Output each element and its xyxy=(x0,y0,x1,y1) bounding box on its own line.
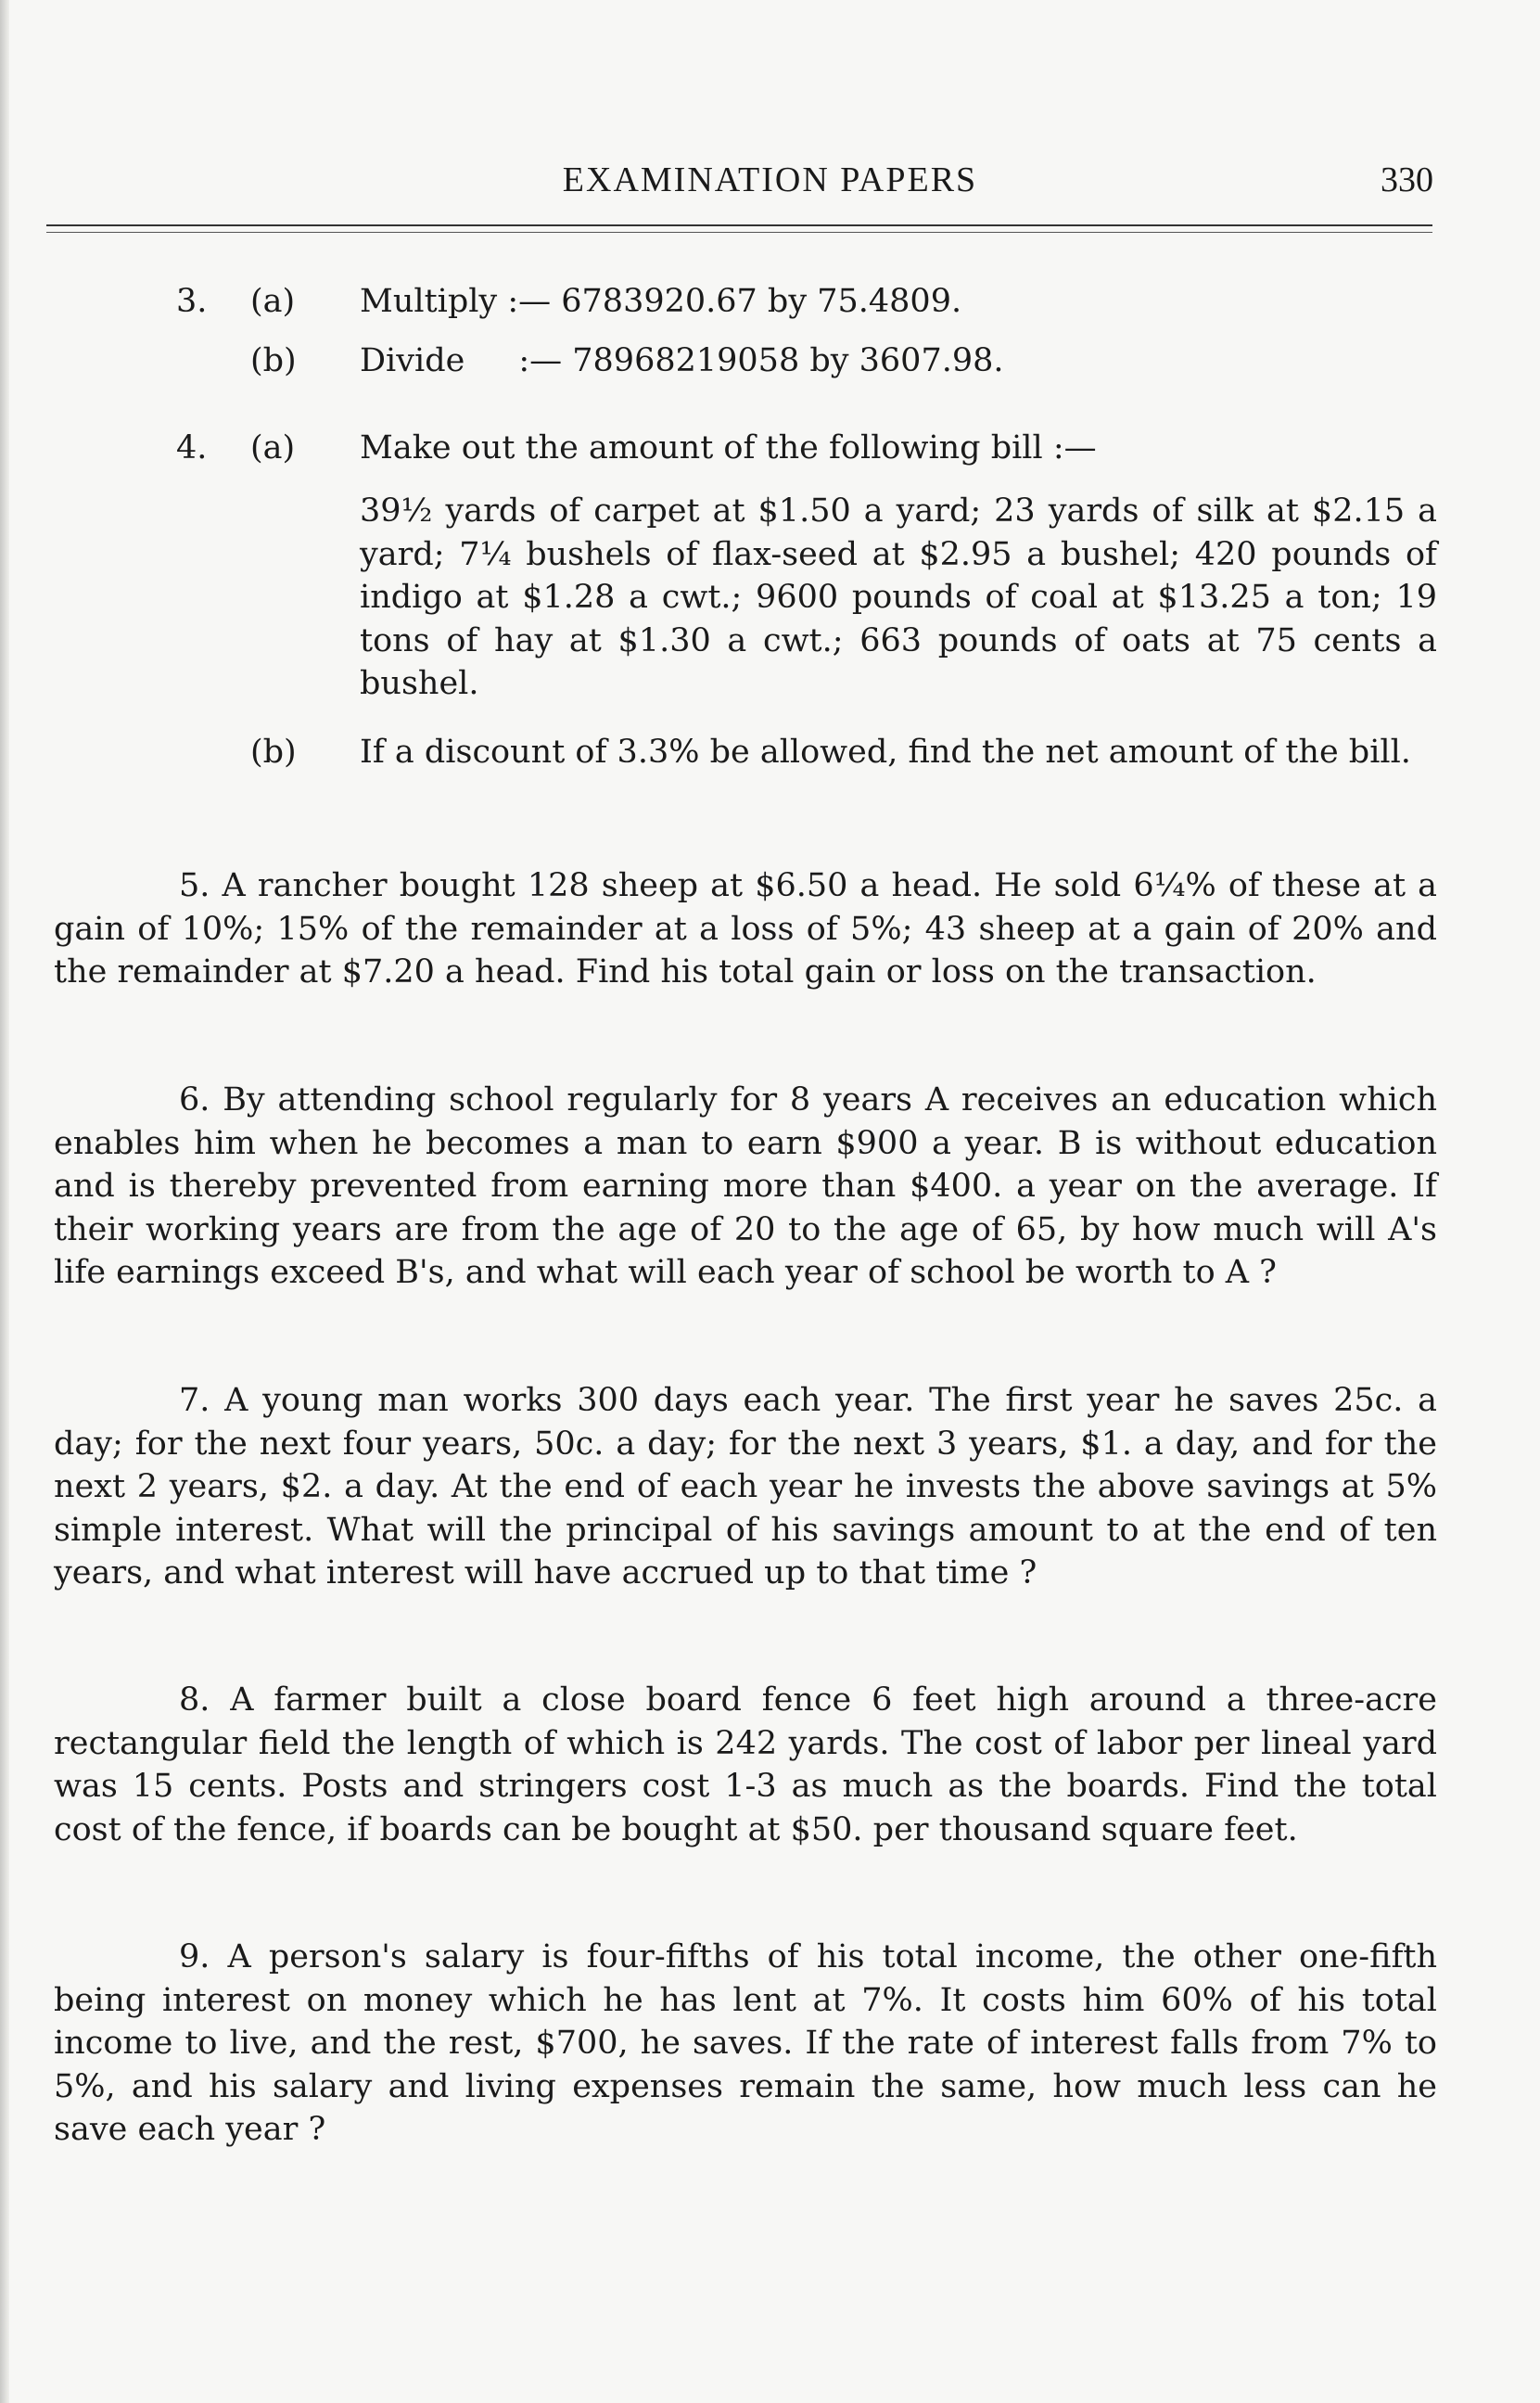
question-3a-content xyxy=(360,280,1437,324)
page-number: 330 xyxy=(1381,160,1433,199)
question-5: 5. A rancher bought 128 sheep at $6.50 a head. He sold 6¼% of these at a gain of 10%; 15% of the remainder at a loss of 5%; 43 sheep at a gain of 20% and the remainder at $7.20 a head. Find his total gain or loss on the transaction. xyxy=(54,867,1437,991)
question-4b xyxy=(0,731,1540,818)
bill-items: 39½ yards of carpet at $1.50 a yard; 23 yards of silk at $2.15 a yard; 7¼ bushels of flax-seed at $2.95 a bushel; 420 pounds of indigo at $1.28 a cwt.; 9600 pounds of coal at $13.25 a ton; 19 tons of hay at $1.30 a cwt.; 663 pounds of oats at 75 cents a bushel. xyxy=(360,492,1437,702)
question-9: 9. A person's salary is four-fifths of his total income, the other one-fifth being interest on money which he has lent at 7%. It costs him 60% of his total income to live, and the rest, $700, he saves. If the rate of interest falls from 7% to 5%, and his salary and living expenses remain the same, how much less can he save each year ? xyxy=(54,1938,1437,2148)
part-label: (a) xyxy=(250,429,296,467)
question-4a xyxy=(0,427,1540,470)
question-3b-content xyxy=(360,339,1437,383)
question-number: 3. xyxy=(176,283,208,320)
header-rule-thin xyxy=(46,232,1432,233)
part-label: (a) xyxy=(250,283,296,320)
operation-verb: Divide xyxy=(360,342,465,379)
header-rule xyxy=(46,224,1432,226)
question-4a-text: Make out the amount of the following bill :— xyxy=(360,429,1097,467)
part-label: (b) xyxy=(250,734,297,771)
operation-text: :— 78968219058 by 3607.98. xyxy=(518,342,1004,379)
question-3a xyxy=(0,280,1540,324)
operation-verb: Multiply xyxy=(360,283,498,320)
question-8: 8. A farmer built a close board fence 6 feet high around a three-acre rectangular field the length of which is 242 yards. The cost of labor per lineal yard was 15 cents. Posts and stringers cost 1-3 as much as the boards. Find the total cost of the fence, if boards can be bought at $50. per thousand square feet. xyxy=(54,1681,1437,1848)
question-number: 4. xyxy=(176,429,208,467)
running-header-title: EXAMINATION PAPERS xyxy=(562,160,978,199)
question-6: 6. By attending school regularly for 8 years A receives an education which enables him when he becomes a man to earn $900 a year. B is without education and is thereby prevented from earning more than $400. a year on the average. If their working years are from the age of 20 to the age of 65, by how much will A's life earnings exceed B's, and what will each year of school be worth to A ? xyxy=(54,1081,1437,1291)
question-4b-text: If a discount of 3.3% be allowed, find the net amount of the bill. xyxy=(360,734,1411,771)
operation-text: :— 6783920.67 by 75.4809. xyxy=(507,283,962,320)
part-label: (b) xyxy=(250,342,297,379)
question-7: 7. A young man works 300 days each year. The first year he saves 25c. a day; for the next four years, 50c. a day; for the next 3 years, $1. a day, and for the next 2 years, $2. a day. At the end of each year he invests the above savings at 5% simple interest. What will the principal of his savings amount to at the end of ten years, and what interest will have accrued up to that time ? xyxy=(54,1382,1437,1591)
question-3b xyxy=(0,339,1540,383)
